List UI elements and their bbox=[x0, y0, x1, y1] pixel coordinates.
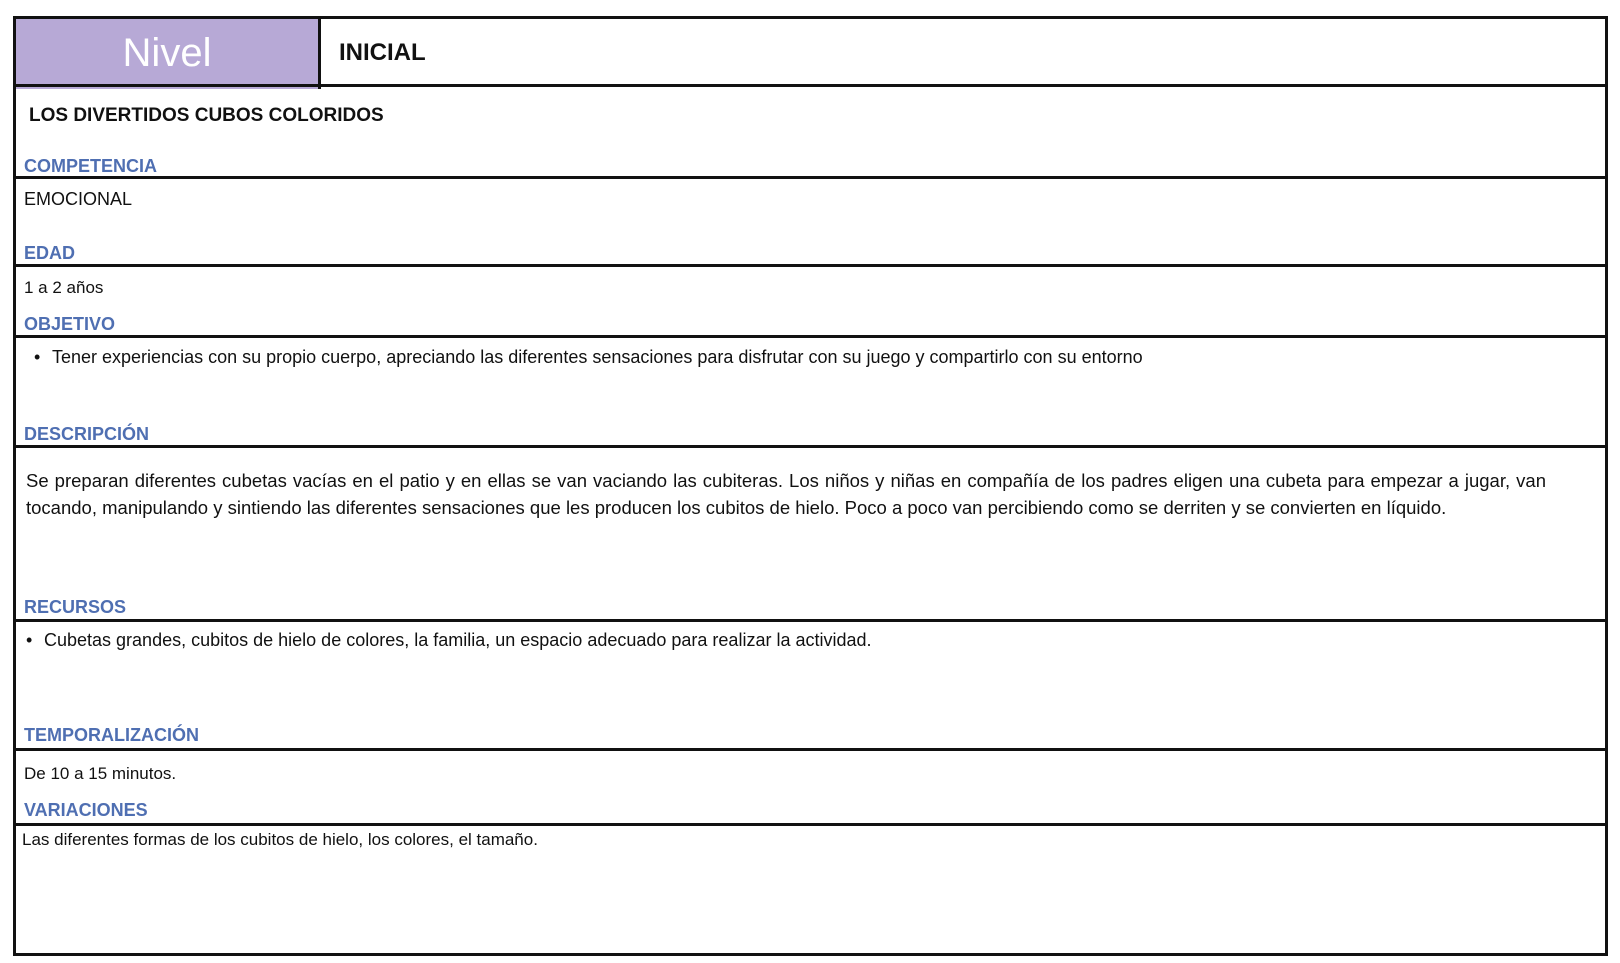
rule-recursos bbox=[16, 619, 1605, 622]
temporalizacion-value: De 10 a 15 minutos. bbox=[24, 764, 177, 783]
recursos-label: RECURSOS bbox=[24, 597, 127, 617]
edad-label: EDAD bbox=[24, 243, 76, 263]
objetivo-label: OBJETIVO bbox=[24, 314, 116, 334]
rule-competencia bbox=[16, 176, 1605, 179]
descripcion-text: Se preparan diferentes cubetas vacías en el patio y en ellas se van vaciando las cubiteras. Los niños y niñas en compañía de los padres eligen una cubeta para empezar a jugar, van tocando, manipulando y sintiendo las diferentes sensaciones que les producen los cubitos de hielo. Poco a poco van percibiendo como se derriten y se convierten en líquido. bbox=[26, 470, 1546, 518]
objetivo-text: Tener experiencias con su propio cuerpo, apreciando las diferentes sensaciones para disfrutar con su juego y compartirlo con su entorno bbox=[52, 347, 1143, 367]
competencia-value: EMOCIONAL bbox=[24, 189, 133, 209]
nivel-label: Nivel bbox=[122, 31, 212, 75]
recursos-text: Cubetas grandes, cubitos de hielo de colores, la familia, un espacio adecuado para realizar la actividad. bbox=[44, 630, 872, 650]
edad-value: 1 a 2 años bbox=[24, 278, 104, 297]
competencia-label: COMPETENCIA bbox=[24, 156, 158, 176]
bullet-icon: • bbox=[26, 630, 33, 650]
header-divider bbox=[318, 19, 321, 89]
rule-objetivo bbox=[16, 335, 1605, 338]
rule-edad bbox=[16, 264, 1605, 267]
variaciones-value: Las diferentes formas de los cubitos de hielo, los colores, el tamaño. bbox=[22, 830, 538, 849]
variaciones-label: VARIACIONES bbox=[24, 800, 148, 820]
descripcion-label: DESCRIPCIÓN bbox=[24, 424, 150, 444]
temporalizacion-label: TEMPORALIZACIÓN bbox=[24, 725, 199, 745]
activity-sheet bbox=[13, 16, 1608, 956]
rule-descripcion bbox=[16, 445, 1605, 448]
activity-title: LOS DIVERTIDOS CUBOS COLORIDOS bbox=[29, 105, 384, 126]
objetivo-item bbox=[34, 347, 1143, 368]
rule-variaciones bbox=[16, 823, 1605, 826]
recursos-item bbox=[26, 630, 872, 651]
rule-temporalizacion bbox=[16, 748, 1605, 751]
rule-header bbox=[16, 84, 1605, 87]
nivel-value: INICIAL bbox=[339, 39, 426, 66]
bullet-icon: • bbox=[34, 347, 41, 367]
